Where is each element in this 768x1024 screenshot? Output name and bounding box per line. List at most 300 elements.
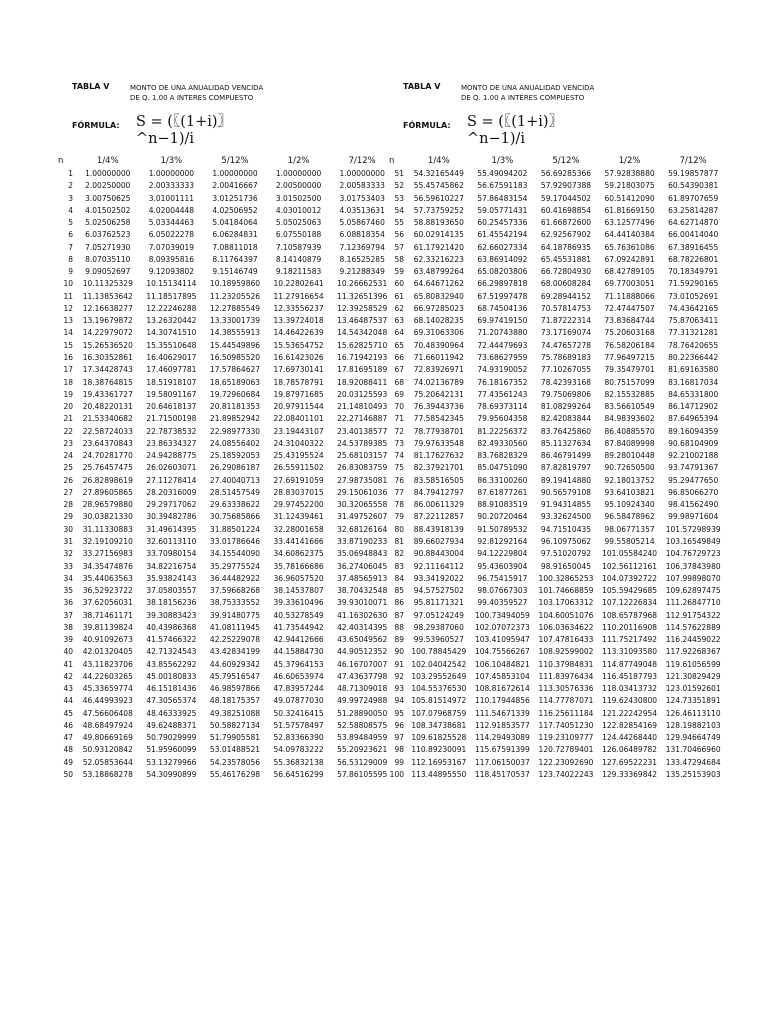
table-row xyxy=(387,193,725,205)
value-cell: 88.43918139 xyxy=(413,524,464,534)
value-cell: 33.27156983 xyxy=(82,549,133,559)
value-cell: 59.05771431 xyxy=(477,205,528,215)
value-cell: 10.15134114 xyxy=(146,279,197,289)
value-cell: 42.94412666 xyxy=(273,635,324,645)
value-cell: 86.40885570 xyxy=(604,426,655,436)
value-cell: 26.83083759 xyxy=(337,463,388,473)
value-cell: 66.97285023 xyxy=(413,303,464,313)
period-cell: 99 xyxy=(394,757,404,767)
period-cell: 26 xyxy=(63,475,73,485)
value-cell: 93.34192022 xyxy=(413,573,464,583)
table-row xyxy=(56,327,394,339)
value-cell: 96.58478962 xyxy=(604,512,655,522)
value-cell: 45.79516547 xyxy=(209,671,261,681)
value-cell: 43.11823706 xyxy=(82,659,133,669)
value-cell: 64.64671262 xyxy=(413,279,464,289)
value-cell: 89.16094359 xyxy=(668,426,719,436)
value-cell: 36.96057520 xyxy=(273,573,324,583)
formula-label: FÓRMULA: xyxy=(72,121,120,130)
value-cell: 40.53278549 xyxy=(273,610,324,620)
value-cell: 49.62488371 xyxy=(146,720,197,730)
value-cell: 68.78226801 xyxy=(668,254,719,264)
value-cell: 7.12369794 xyxy=(339,242,385,252)
table-row xyxy=(387,327,725,339)
value-cell: 41.16302630 xyxy=(337,610,388,620)
column-header-n: n xyxy=(389,156,395,166)
value-cell: 85.11327634 xyxy=(540,438,592,448)
right-header xyxy=(387,78,725,154)
value-cell: 31.12439461 xyxy=(273,512,324,522)
period-cell: 6 xyxy=(68,230,73,240)
table-row xyxy=(56,499,394,511)
value-cell: 77.43561243 xyxy=(477,389,528,399)
value-cell: 27.40040713 xyxy=(209,475,261,485)
value-cell: 17.34428743 xyxy=(82,365,133,375)
table-row xyxy=(387,205,725,217)
value-cell: 2.00333333 xyxy=(148,181,195,191)
period-cell: 36 xyxy=(63,598,73,608)
table-row xyxy=(56,426,394,438)
value-cell: 70.48390964 xyxy=(413,340,464,350)
table-row xyxy=(56,708,394,720)
table-row xyxy=(387,573,725,585)
value-cell: 59.21803075 xyxy=(604,181,655,191)
period-cell: 91 xyxy=(394,659,404,669)
value-cell: 110.20116908 xyxy=(602,622,658,632)
value-cell: 94.12229804 xyxy=(477,549,528,559)
value-cell: 31.11330883 xyxy=(82,524,133,534)
table-row xyxy=(387,291,725,303)
value-cell: 113.31093580 xyxy=(602,647,658,657)
value-cell: 44.15884730 xyxy=(273,647,324,657)
table-row xyxy=(387,462,725,474)
period-cell: 44 xyxy=(63,696,73,706)
period-cell: 35 xyxy=(63,586,73,596)
value-cell: 114.87749048 xyxy=(602,659,658,669)
table-row xyxy=(56,303,394,315)
value-cell: 61.66872600 xyxy=(540,218,592,228)
period-cell: 78 xyxy=(394,500,404,510)
value-cell: 71.11888066 xyxy=(604,291,655,301)
value-cell: 82.37921701 xyxy=(413,463,464,473)
table-row xyxy=(387,561,725,573)
value-cell: 11.23205526 xyxy=(209,291,261,301)
value-cell: 40.43986368 xyxy=(146,622,197,632)
value-cell: 19.43361727 xyxy=(82,389,133,399)
value-cell: 45.37964153 xyxy=(273,659,324,669)
value-cell: 63.12577496 xyxy=(604,218,655,228)
table-row xyxy=(387,744,725,756)
table-row xyxy=(56,511,394,523)
value-cell: 9.09052697 xyxy=(85,267,131,277)
value-cell: 103.29552649 xyxy=(411,671,467,681)
value-cell: 15.44549896 xyxy=(209,340,261,350)
table-row xyxy=(56,622,394,634)
value-cell: 92.18013752 xyxy=(604,475,655,485)
value-cell: 70.57814753 xyxy=(540,303,592,313)
value-cell: 2.00500000 xyxy=(275,181,322,191)
value-cell: 1.00000000 xyxy=(275,169,322,178)
value-cell: 50.32416415 xyxy=(273,708,324,718)
table-row xyxy=(387,377,725,389)
period-cell: 51 xyxy=(394,169,404,178)
value-cell: 86.14712902 xyxy=(668,402,719,412)
table-row xyxy=(387,254,725,266)
value-cell: 32.68126164 xyxy=(337,524,388,534)
value-cell: 108.92599002 xyxy=(538,647,594,657)
value-cell: 22.27146887 xyxy=(337,414,388,424)
value-cell: 16.71942193 xyxy=(337,352,388,362)
value-cell: 73.68627959 xyxy=(477,352,528,362)
period-cell: 1 xyxy=(68,169,73,178)
value-cell: 54.23578056 xyxy=(209,757,261,767)
value-cell: 85.04751090 xyxy=(477,463,528,473)
value-cell: 69.77003051 xyxy=(604,279,655,289)
table-row xyxy=(387,671,725,683)
table-row xyxy=(387,364,725,376)
value-cell: 60.54390381 xyxy=(668,181,719,191)
table-row xyxy=(56,720,394,732)
period-cell: 16 xyxy=(63,352,73,362)
value-cell: 102.07072373 xyxy=(474,622,530,632)
value-cell: 72.44479693 xyxy=(477,340,528,350)
period-cell: 10 xyxy=(63,279,73,289)
table-row xyxy=(56,646,394,658)
value-cell: 9.12093802 xyxy=(148,267,195,277)
value-cell: 38.14537807 xyxy=(273,586,324,596)
value-cell: 31.49614395 xyxy=(146,524,197,534)
table-row xyxy=(387,401,725,413)
table-row xyxy=(56,487,394,499)
value-cell: 64.18786935 xyxy=(540,242,592,252)
value-cell: 113.44895550 xyxy=(411,770,467,780)
period-cell: 63 xyxy=(394,316,404,326)
table-row xyxy=(56,229,394,241)
value-cell: 67.38916455 xyxy=(668,242,719,252)
value-cell: 69.97419150 xyxy=(477,316,528,326)
value-cell: 26.02603071 xyxy=(146,463,197,473)
period-cell: 92 xyxy=(394,671,404,681)
value-cell: 33.87190233 xyxy=(337,536,388,546)
value-cell: 18.78578791 xyxy=(273,377,324,387)
table-row xyxy=(56,242,394,254)
value-cell: 83.16817034 xyxy=(668,377,719,387)
value-cell: 120.72789401 xyxy=(538,745,594,755)
period-cell: 67 xyxy=(394,365,404,375)
table-row xyxy=(56,340,394,352)
value-cell: 54.32165449 xyxy=(413,169,464,178)
description-line-2: DE Q. 1.00 A INTERES COMPUESTO xyxy=(130,94,254,102)
table-row xyxy=(387,217,725,229)
period-cell: 40 xyxy=(63,647,73,657)
value-cell: 102.56112161 xyxy=(602,561,658,571)
value-cell: 48.71309018 xyxy=(337,684,388,694)
period-cell: 31 xyxy=(63,536,73,546)
column-header-rate: 7/12% xyxy=(348,156,376,166)
value-cell: 42.25229078 xyxy=(209,635,261,645)
formula xyxy=(467,114,637,148)
value-cell: 109.61825528 xyxy=(411,733,467,743)
value-cell: 90.56579108 xyxy=(540,487,592,497)
value-cell: 95.81171321 xyxy=(413,598,464,608)
value-cell: 126.46113110 xyxy=(665,708,721,718)
value-cell: 61.45542194 xyxy=(477,230,528,240)
period-cell: 2 xyxy=(68,181,73,191)
period-cell: 73 xyxy=(394,438,404,448)
value-cell: 58.88193650 xyxy=(413,218,464,228)
period-cell: 3 xyxy=(68,193,73,203)
period-cell: 62 xyxy=(394,303,404,313)
table-row xyxy=(387,450,725,462)
value-cell: 68.00608284 xyxy=(540,279,592,289)
value-cell: 93.74791367 xyxy=(668,463,719,473)
value-cell: 26.55911502 xyxy=(273,463,324,473)
value-cell: 101.57298939 xyxy=(665,524,721,534)
value-cell: 14.22979072 xyxy=(82,328,133,338)
value-cell: 57.92907388 xyxy=(540,181,592,191)
table-row xyxy=(387,732,725,744)
value-cell: 31.88501224 xyxy=(209,524,261,534)
value-cell: 114.57622889 xyxy=(665,622,721,632)
value-cell: 64.62714870 xyxy=(668,218,719,228)
value-cell: 87.64965394 xyxy=(668,414,719,424)
value-cell: 21.53340682 xyxy=(82,414,133,424)
value-cell: 3.01251736 xyxy=(212,193,258,203)
period-cell: 39 xyxy=(63,635,73,645)
table-row xyxy=(56,659,394,671)
period-cell: 68 xyxy=(394,377,404,387)
column-header-rate: 1/2% xyxy=(287,156,310,166)
value-cell: 60.51412090 xyxy=(604,193,655,203)
period-cell: 43 xyxy=(63,684,73,694)
value-cell: 72.47447507 xyxy=(604,303,655,313)
formula-label: FÓRMULA: xyxy=(403,121,451,130)
value-cell: 66.72804930 xyxy=(540,267,592,277)
value-cell: 27.11278414 xyxy=(146,475,197,485)
value-cell: 41.08111945 xyxy=(209,622,261,632)
period-cell: 30 xyxy=(63,524,73,534)
value-cell: 5.05867460 xyxy=(339,218,385,228)
value-cell: 49.80669169 xyxy=(82,733,133,743)
value-cell: 43.42834199 xyxy=(209,647,261,657)
value-cell: 53.18868278 xyxy=(82,770,133,780)
formula-line-2: ^n−1)/i xyxy=(136,131,195,147)
period-cell: 34 xyxy=(63,573,73,583)
period-cell: 85 xyxy=(394,586,404,596)
value-cell: 56.69285366 xyxy=(540,169,592,178)
right-panel xyxy=(387,78,725,781)
value-cell: 14.54342048 xyxy=(337,328,388,338)
period-cell: 48 xyxy=(63,745,73,755)
period-cell: 86 xyxy=(394,598,404,608)
value-cell: 89.28010448 xyxy=(604,451,655,461)
period-cell: 98 xyxy=(394,745,404,755)
table-row xyxy=(387,597,725,609)
value-cell: 89.66027934 xyxy=(413,536,464,546)
value-cell: 11.32651396 xyxy=(337,291,388,301)
value-cell: 104.76729723 xyxy=(665,549,721,559)
value-cell: 110.89230091 xyxy=(411,745,467,755)
value-cell: 68.42789105 xyxy=(604,267,655,277)
value-cell: 18.38764815 xyxy=(82,377,133,387)
period-cell: 71 xyxy=(394,414,404,424)
value-cell: 80.22366442 xyxy=(668,352,719,362)
table-row xyxy=(56,732,394,744)
table-row xyxy=(56,769,394,781)
period-cell: 25 xyxy=(63,463,73,473)
value-cell: 9.21288349 xyxy=(339,267,385,277)
value-cell: 1.00000000 xyxy=(148,169,195,178)
value-cell: 34.35474876 xyxy=(82,561,133,571)
period-cell: 79 xyxy=(394,512,404,522)
value-cell: 24.53789385 xyxy=(337,438,388,448)
value-cell: 34.15544090 xyxy=(209,549,261,559)
value-cell: 73.01052691 xyxy=(668,291,719,301)
value-cell: 3.01502500 xyxy=(275,193,322,203)
value-cell: 75.78689183 xyxy=(540,352,592,362)
value-cell: 111.83976434 xyxy=(538,671,594,681)
value-cell: 95.10924340 xyxy=(604,500,655,510)
value-cell: 73.17169074 xyxy=(540,328,592,338)
value-cell: 54.30990899 xyxy=(146,770,197,780)
value-cell: 9.18211583 xyxy=(275,267,322,277)
value-cell: 111.75217492 xyxy=(602,635,658,645)
table-row xyxy=(387,242,725,254)
table-row xyxy=(56,389,394,401)
value-cell: 83.58516505 xyxy=(413,475,464,485)
value-cell: 77.10267055 xyxy=(540,365,592,375)
value-cell: 30.32065558 xyxy=(337,500,388,510)
value-cell: 89.19414880 xyxy=(540,475,592,485)
value-cell: 18.65189063 xyxy=(209,377,261,387)
value-cell: 69.31063306 xyxy=(413,328,464,338)
value-cell: 83.56610549 xyxy=(604,402,655,412)
value-cell: 105.81514972 xyxy=(411,696,467,706)
value-cell: 16.40629017 xyxy=(146,352,197,362)
formula-line-1: S = (〖(1+i)〗 xyxy=(136,114,233,130)
value-cell: 78.42393168 xyxy=(540,377,592,387)
value-cell: 123.01592601 xyxy=(665,684,721,694)
value-cell: 23.40138577 xyxy=(337,426,388,436)
value-cell: 87.22112857 xyxy=(413,512,464,522)
value-cell: 79.35479701 xyxy=(604,365,655,375)
period-cell: 18 xyxy=(63,377,73,387)
table-row xyxy=(387,499,725,511)
value-cell: 70.18349791 xyxy=(668,267,719,277)
value-cell: 47.56606408 xyxy=(82,708,133,718)
value-cell: 122.82854169 xyxy=(602,720,658,730)
value-cell: 18.92088411 xyxy=(337,377,388,387)
value-cell: 77.31321281 xyxy=(668,328,719,338)
column-header-n: n xyxy=(58,156,64,166)
value-cell: 63.86914092 xyxy=(477,254,528,264)
value-cell: 78.77938701 xyxy=(413,426,464,436)
value-cell: 60.02914135 xyxy=(413,230,464,240)
table-row xyxy=(56,610,394,622)
value-cell: 119.62430800 xyxy=(602,696,658,706)
value-cell: 52.83366390 xyxy=(273,733,324,743)
period-cell: 13 xyxy=(63,316,73,326)
value-cell: 62.33216223 xyxy=(413,254,464,264)
value-cell: 30.75685866 xyxy=(209,512,261,522)
value-cell: 76.58206184 xyxy=(604,340,655,350)
value-cell: 7.05271930 xyxy=(85,242,131,252)
value-cell: 95.29477650 xyxy=(668,475,719,485)
value-cell: 66.29897818 xyxy=(477,279,528,289)
value-cell: 124.73351891 xyxy=(665,696,721,706)
value-cell: 22.08401101 xyxy=(273,414,324,424)
value-cell: 33.01786646 xyxy=(209,536,261,546)
value-cell: 113.30576336 xyxy=(538,684,594,694)
value-cell: 24.94288775 xyxy=(146,451,197,461)
value-cell: 81.69163580 xyxy=(668,365,719,375)
period-cell: 89 xyxy=(394,635,404,645)
value-cell: 79.95604358 xyxy=(477,414,528,424)
description-line-2: DE Q. 1.00 A INTERES COMPUESTO xyxy=(461,94,585,102)
value-cell: 112.91754322 xyxy=(665,610,721,620)
value-cell: 6.07550188 xyxy=(275,230,322,240)
value-cell: 71.59290165 xyxy=(668,279,719,289)
table-row xyxy=(56,180,394,192)
value-cell: 118.03413732 xyxy=(602,684,658,694)
value-cell: 10.18959860 xyxy=(209,279,261,289)
value-cell: 16.50985520 xyxy=(209,352,261,362)
value-cell: 93.64103821 xyxy=(604,487,655,497)
period-cell: 75 xyxy=(394,463,404,473)
value-cell: 72.83926971 xyxy=(413,365,464,375)
table-row xyxy=(56,597,394,609)
period-cell: 56 xyxy=(394,230,404,240)
value-cell: 96.85066270 xyxy=(668,487,719,497)
value-cell: 39.33610496 xyxy=(273,598,324,608)
value-cell: 15.53654752 xyxy=(273,340,324,350)
value-cell: 50.93120842 xyxy=(82,745,133,755)
value-cell: 12.22246288 xyxy=(146,303,197,313)
value-cell: 25.43195524 xyxy=(273,451,324,461)
value-cell: 127.69522231 xyxy=(602,757,658,767)
value-cell: 86.33100260 xyxy=(477,475,528,485)
value-cell: 35.06948843 xyxy=(337,549,388,559)
period-cell: 59 xyxy=(394,267,404,277)
period-cell: 80 xyxy=(394,524,404,534)
period-cell: 94 xyxy=(394,696,404,706)
value-cell: 30.39482786 xyxy=(146,512,197,522)
value-cell: 87.61877261 xyxy=(477,487,528,497)
period-cell: 46 xyxy=(63,720,73,730)
value-cell: 35.44063563 xyxy=(82,573,133,583)
period-cell: 76 xyxy=(394,475,404,485)
period-cell: 38 xyxy=(63,622,73,632)
value-cell: 28.83037015 xyxy=(273,487,324,497)
value-cell: 77.58542345 xyxy=(413,414,464,424)
value-cell: 29.15061036 xyxy=(337,487,388,497)
value-cell: 110.37984831 xyxy=(538,659,594,669)
value-cell: 27.89605865 xyxy=(82,487,133,497)
value-cell: 77.96497215 xyxy=(604,352,655,362)
table-row xyxy=(56,377,394,389)
table-row xyxy=(56,744,394,756)
period-cell: 82 xyxy=(394,549,404,559)
value-cell: 98.29387060 xyxy=(413,622,464,632)
value-cell: 104.60051076 xyxy=(538,610,594,620)
value-cell: 56.67591183 xyxy=(477,181,528,191)
table-row xyxy=(56,462,394,474)
value-cell: 61.89707659 xyxy=(668,193,719,203)
value-cell: 4.03513631 xyxy=(339,205,385,215)
value-cell: 14.38555913 xyxy=(209,328,261,338)
value-cell: 94.71510435 xyxy=(540,524,592,534)
value-cell: 117.06150037 xyxy=(474,757,530,767)
